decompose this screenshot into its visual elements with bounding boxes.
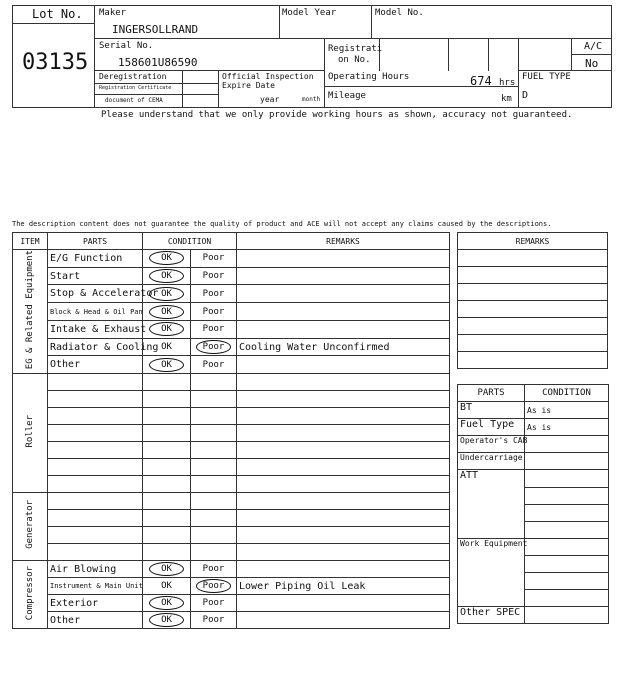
part-name: Other (48, 612, 143, 629)
registration-label-1: Registrati (328, 44, 383, 54)
remark-cell (237, 374, 450, 391)
month-label: month (302, 96, 321, 103)
part-name: E/G Function (48, 250, 143, 268)
part-name (48, 442, 143, 459)
condition-poor (191, 391, 237, 408)
part-name (48, 544, 143, 561)
work-equipment-cell (525, 556, 609, 573)
ok-mark: OK (149, 322, 184, 336)
remark-cell (237, 595, 450, 612)
part-name: Exterior (48, 595, 143, 612)
side-remarks-row (458, 250, 608, 267)
condition-poor (191, 303, 237, 321)
side-part-name: Undercarriage (458, 453, 525, 470)
condition-ok (143, 476, 191, 493)
condition-ok (143, 510, 191, 527)
side-remarks-row (458, 284, 608, 301)
condition-poor (191, 476, 237, 493)
att-cell (525, 522, 609, 539)
poor-mark: Poor (202, 564, 225, 575)
part-name: Block & Head & Oil Pan (48, 303, 143, 321)
condition-ok (143, 527, 191, 544)
ok-mark: OK (149, 269, 184, 283)
side-parts-row (458, 436, 609, 453)
condition-ok (143, 356, 191, 374)
registration-certificate-label: Registration Certificate (99, 85, 172, 91)
side-parts-row (458, 419, 609, 436)
table-row (13, 303, 450, 321)
condition-ok (143, 285, 191, 303)
remark-cell (237, 612, 450, 629)
table-row (13, 442, 450, 459)
table-row (13, 510, 450, 527)
model-year-label: Model Year (282, 8, 337, 18)
condition-poor (191, 527, 237, 544)
condition-ok (143, 320, 191, 338)
inspection-table (12, 232, 450, 629)
side-parts-row (458, 607, 609, 624)
poor-mark: Poor (202, 324, 225, 335)
condition-poor (191, 285, 237, 303)
side-remarks-row (458, 301, 608, 318)
table-row (13, 527, 450, 544)
side-parts-row (458, 453, 609, 470)
table-row (13, 285, 450, 303)
col-parts: PARTS (48, 233, 143, 250)
condition-poor (191, 267, 237, 285)
part-name (48, 527, 143, 544)
remark-cell (237, 320, 450, 338)
operating-hours-label: Operating Hours (328, 72, 410, 82)
poor-mark: Poor (202, 359, 225, 370)
att-cell (525, 505, 609, 522)
part-name (48, 391, 143, 408)
condition-poor (191, 250, 237, 268)
col-condition: CONDITION (143, 233, 237, 250)
disclaimer-text: The description content does not guarantee the quality of product and ACE will not accept any claims caused by the descriptions. (12, 220, 552, 228)
side-parts-header: PARTS (458, 385, 525, 402)
remark-cell (237, 527, 450, 544)
poor-mark: Poor (196, 340, 232, 354)
side-condition (525, 436, 609, 453)
part-name: Air Blowing (48, 561, 143, 578)
side-part-name: Other SPEC (458, 607, 525, 624)
part-name: Stop & Accelerator (48, 285, 143, 303)
side-remarks-cell (458, 301, 608, 318)
part-name (48, 459, 143, 476)
condition-ok (143, 612, 191, 629)
side-condition: As is (525, 402, 609, 419)
poor-mark: Poor (202, 598, 225, 609)
table-row (13, 320, 450, 338)
condition-ok (143, 267, 191, 285)
lot-number: 03135 (22, 50, 89, 75)
remark-cell (237, 267, 450, 285)
att-row (458, 470, 609, 488)
remark-cell (237, 425, 450, 442)
condition-ok (143, 250, 191, 268)
cema-label: document of CEMA (105, 97, 163, 104)
part-name: Instrument & Main Unit (48, 578, 143, 595)
mileage-label: Mileage (328, 91, 366, 101)
table-row (13, 595, 450, 612)
condition-poor (191, 578, 237, 595)
poor-mark: Poor (202, 615, 225, 626)
section-label (13, 493, 48, 561)
poor-mark: Poor (202, 253, 225, 264)
section-name: Compressor (25, 565, 35, 620)
ac-value: No (585, 57, 599, 70)
condition-ok (143, 459, 191, 476)
condition-poor (191, 612, 237, 629)
work-equipment-cell (525, 590, 609, 607)
ok-mark: OK (161, 342, 172, 353)
side-parts-row (458, 402, 609, 419)
part-name (48, 476, 143, 493)
condition-poor (191, 595, 237, 612)
remark-cell (237, 285, 450, 303)
lot-label: Lot No. (32, 7, 83, 21)
ok-mark: OK (149, 305, 184, 319)
table-row (13, 338, 450, 356)
maker-value: INGERSOLLRAND (112, 23, 199, 36)
poor-mark: Poor (196, 579, 232, 593)
hours-note: Please understand that we only provide working hours as shown, accuracy not guaranteed. (101, 110, 573, 120)
condition-poor (191, 374, 237, 391)
registration-label-2: on No. (338, 55, 371, 65)
table-row (13, 459, 450, 476)
remark-cell (237, 561, 450, 578)
work-equipment-cell (525, 573, 609, 590)
side-condition: As is (525, 419, 609, 436)
side-parts-table (457, 384, 609, 624)
ok-mark: OK (149, 613, 184, 627)
table-row (13, 267, 450, 285)
side-remarks-cell (458, 352, 608, 369)
remark-cell (237, 442, 450, 459)
part-name: Intake & Exhaust (48, 320, 143, 338)
condition-ok (143, 391, 191, 408)
side-remarks-row (458, 318, 608, 335)
part-name (48, 510, 143, 527)
table-row (13, 374, 450, 391)
part-name (48, 374, 143, 391)
official-inspection-label: Official Inspection (222, 72, 314, 81)
condition-poor (191, 425, 237, 442)
att-cell (525, 470, 609, 488)
part-name (48, 408, 143, 425)
operating-hours-value: 674 (470, 74, 492, 88)
side-part-name: BT (458, 402, 525, 419)
hrs-label: hrs (499, 78, 516, 88)
side-condition-header: CONDITION (525, 385, 609, 402)
condition-ok (143, 374, 191, 391)
poor-mark: Poor (202, 271, 225, 282)
deregistration-label: Deregistration (99, 72, 167, 81)
serial-value: 158601U86590 (118, 56, 198, 69)
condition-poor (191, 320, 237, 338)
side-remarks-cell (458, 267, 608, 284)
section-label (13, 561, 48, 629)
section-name: Roller (25, 414, 35, 448)
side-remarks-table (457, 232, 608, 369)
table-row (13, 408, 450, 425)
table-row (13, 493, 450, 510)
remark-cell (237, 459, 450, 476)
fuel-type-value: D (522, 90, 529, 101)
att-label: ATT (458, 470, 525, 539)
remark-cell: Cooling Water Unconfirmed (237, 338, 450, 356)
table-row (13, 578, 450, 595)
table-row (13, 356, 450, 374)
table-row (13, 476, 450, 493)
condition-ok (143, 493, 191, 510)
remark-cell (237, 476, 450, 493)
side-condition (525, 453, 609, 470)
table-row (13, 391, 450, 408)
maker-label: Maker (99, 8, 127, 18)
side-remarks-row (458, 335, 608, 352)
ok-mark: OK (149, 358, 184, 372)
side-remarks-cell (458, 318, 608, 335)
table-row (13, 561, 450, 578)
work-equipment-row (458, 539, 609, 556)
part-name (48, 425, 143, 442)
condition-poor (191, 493, 237, 510)
condition-ok (143, 408, 191, 425)
section-name: Generator (25, 500, 35, 550)
remark-cell (237, 493, 450, 510)
work-equipment-label: Work Equipment (458, 539, 525, 607)
condition-poor (191, 544, 237, 561)
model-no-label: Model No. (375, 8, 424, 18)
ac-label: A/C (584, 41, 603, 52)
table-row (13, 250, 450, 268)
ok-mark: OK (149, 251, 184, 265)
condition-poor (191, 442, 237, 459)
condition-ok (143, 544, 191, 561)
side-condition (525, 607, 609, 624)
ok-mark: OK (149, 562, 184, 576)
remark-cell (237, 391, 450, 408)
side-part-name: Operator's CAB (458, 436, 525, 453)
remark-cell (237, 303, 450, 321)
remark-cell (237, 544, 450, 561)
condition-ok (143, 425, 191, 442)
remark-cell (237, 250, 450, 268)
col-remarks: REMARKS (237, 233, 450, 250)
km-label: km (501, 94, 512, 104)
section-name: EG & Related Equipment (25, 250, 35, 370)
poor-mark: Poor (202, 288, 225, 299)
serial-label: Serial No. (99, 41, 154, 51)
col-item: ITEM (13, 233, 48, 250)
ok-mark: OK (149, 596, 184, 610)
fuel-type-label: FUEL TYPE (522, 72, 571, 82)
table-row (13, 612, 450, 629)
poor-mark: Poor (202, 306, 225, 317)
side-remarks-cell (458, 335, 608, 352)
side-remarks-cell (458, 250, 608, 267)
condition-ok (143, 303, 191, 321)
condition-ok (143, 561, 191, 578)
table-row (13, 425, 450, 442)
condition-poor (191, 561, 237, 578)
part-name: Start (48, 267, 143, 285)
part-name: Other (48, 356, 143, 374)
side-remarks-header: REMARKS (458, 233, 608, 250)
ok-mark: OK (149, 287, 184, 301)
side-remarks-row (458, 352, 608, 369)
condition-ok (143, 442, 191, 459)
section-label (13, 374, 48, 493)
remark-cell: Lower Piping Oil Leak (237, 578, 450, 595)
part-name: Radiator & Cooling (48, 338, 143, 356)
remark-cell (237, 408, 450, 425)
condition-poor (191, 408, 237, 425)
work-equipment-cell (525, 539, 609, 556)
remark-cell (237, 356, 450, 374)
side-remarks-cell (458, 284, 608, 301)
condition-ok (143, 578, 191, 595)
table-row (13, 544, 450, 561)
part-name (48, 493, 143, 510)
year-label: year (260, 95, 280, 104)
condition-poor (191, 510, 237, 527)
condition-ok (143, 595, 191, 612)
side-remarks-row (458, 267, 608, 284)
att-cell (525, 488, 609, 505)
ok-mark: OK (161, 581, 172, 592)
section-label (13, 250, 48, 374)
side-part-name: Fuel Type (458, 419, 525, 436)
condition-poor (191, 459, 237, 476)
expire-date-label: Expire Date (222, 81, 275, 90)
condition-poor (191, 356, 237, 374)
condition-poor (191, 338, 237, 356)
remark-cell (237, 510, 450, 527)
